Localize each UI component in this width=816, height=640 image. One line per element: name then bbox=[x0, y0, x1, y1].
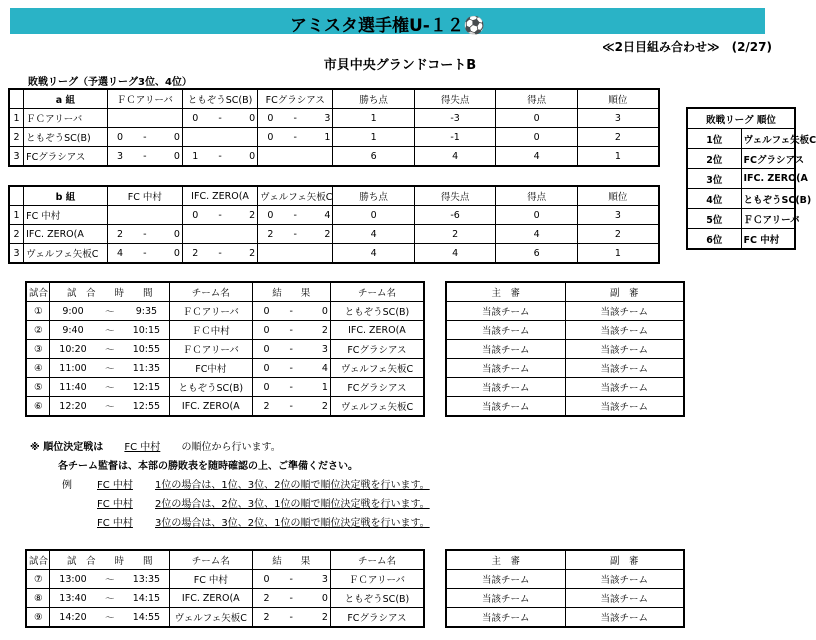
goals-for: 6 bbox=[496, 244, 578, 264]
referee-row bbox=[446, 378, 684, 397]
end-time: 12:15 bbox=[124, 378, 170, 397]
team-column-header: FC 中村 bbox=[107, 186, 182, 206]
schedule-table-1 bbox=[25, 281, 425, 417]
home-team: ＦＣアリーバ bbox=[169, 340, 252, 359]
goals-for: 0 bbox=[496, 128, 578, 147]
ranking-position: 6位 bbox=[687, 229, 741, 250]
home-score: 2 bbox=[252, 608, 280, 628]
start-time: 11:40 bbox=[50, 378, 96, 397]
score-dash bbox=[208, 128, 233, 147]
ranking-team: ＦＣアリーバ bbox=[741, 209, 795, 229]
note-suffix: の順位から行います。 bbox=[181, 442, 281, 453]
league-table-b bbox=[8, 185, 660, 264]
score-away bbox=[308, 244, 333, 264]
example-label: 例 bbox=[62, 480, 72, 491]
score-away: 2 bbox=[233, 244, 258, 264]
time-separator: ～ bbox=[96, 397, 124, 417]
team-name: ともぞうSC(B) bbox=[24, 128, 108, 147]
row-number: 2 bbox=[9, 225, 24, 244]
ranking-team: ともぞうSC(B) bbox=[741, 189, 795, 209]
ranking-team: FCグラシアス bbox=[741, 149, 795, 169]
score-dash: - bbox=[208, 206, 233, 225]
match-number: ④ bbox=[26, 359, 50, 378]
ranking-team: FC 中村 bbox=[741, 229, 795, 250]
start-time: 9:00 bbox=[50, 302, 96, 321]
referee-row bbox=[446, 589, 684, 608]
stat-column-header: 勝ち点 bbox=[333, 89, 415, 109]
score-home: 1 bbox=[182, 147, 207, 167]
home-team-header: チーム名 bbox=[169, 550, 252, 570]
score-dash: - bbox=[280, 302, 302, 321]
schedule-row bbox=[26, 340, 424, 359]
score-dash: - bbox=[280, 397, 302, 417]
away-team: ヴェルフェ矢板C bbox=[330, 359, 424, 378]
score-away: 0 bbox=[233, 109, 258, 128]
ranking-row bbox=[687, 189, 795, 209]
stat-column-header: 得失点 bbox=[414, 89, 496, 109]
away-team: FCグラシアス bbox=[330, 378, 424, 397]
main-referee: 当該チーム bbox=[446, 321, 565, 340]
schedule-row bbox=[26, 589, 424, 608]
goal-difference: -3 bbox=[414, 109, 496, 128]
rank: 2 bbox=[577, 225, 659, 244]
score-away: 0 bbox=[233, 147, 258, 167]
team-column-header: ともぞうSC(B) bbox=[182, 89, 257, 109]
score-dash: - bbox=[132, 147, 157, 167]
note-line-1 bbox=[30, 438, 281, 453]
end-time: 12:55 bbox=[124, 397, 170, 417]
score-home: 2 bbox=[258, 225, 283, 244]
start-time: 9:40 bbox=[50, 321, 96, 340]
assistant-referee-header: 副 審 bbox=[565, 550, 684, 570]
points: 1 bbox=[333, 109, 415, 128]
score-home bbox=[258, 244, 283, 264]
referee-header-row bbox=[446, 282, 684, 302]
page-title: アミスタ選手権U-１２⚽ bbox=[289, 16, 486, 36]
away-team: FCグラシアス bbox=[330, 608, 424, 628]
score-home bbox=[258, 147, 283, 167]
score-dash: - bbox=[283, 128, 308, 147]
score-home: 0 bbox=[258, 128, 283, 147]
match-no-header: 試合 bbox=[26, 282, 50, 302]
score-dash: - bbox=[208, 147, 233, 167]
referee-row bbox=[446, 397, 684, 417]
ranking-position: 3位 bbox=[687, 169, 741, 189]
referee-row bbox=[446, 321, 684, 340]
time-separator: ～ bbox=[96, 321, 124, 340]
time-header: 試 合 時 間 bbox=[50, 282, 170, 302]
score-home: 2 bbox=[182, 244, 207, 264]
start-time: 13:40 bbox=[50, 589, 96, 608]
goals-for: 4 bbox=[496, 225, 578, 244]
score-home: 0 bbox=[258, 206, 283, 225]
row-number: 1 bbox=[9, 206, 24, 225]
goal-difference: -1 bbox=[414, 128, 496, 147]
score-dash: - bbox=[280, 340, 302, 359]
home-team: ＦＣ中村 bbox=[169, 321, 252, 340]
home-team-header: チーム名 bbox=[169, 282, 252, 302]
referee-row bbox=[446, 570, 684, 589]
main-referee: 当該チーム bbox=[446, 378, 565, 397]
result-header: 結 果 bbox=[252, 550, 330, 570]
score-dash: - bbox=[280, 608, 302, 628]
score-away bbox=[308, 147, 333, 167]
ranking-position: 4位 bbox=[687, 189, 741, 209]
corner-cell bbox=[9, 89, 24, 109]
team-name: FCグラシアス bbox=[24, 147, 108, 167]
referee-row bbox=[446, 608, 684, 628]
schedule-row bbox=[26, 321, 424, 340]
score-away: 2 bbox=[308, 225, 333, 244]
score-away bbox=[157, 206, 182, 225]
referee-row bbox=[446, 359, 684, 378]
goal-difference: 4 bbox=[414, 244, 496, 264]
stat-column-header: 順位 bbox=[577, 89, 659, 109]
goals-for: 0 bbox=[496, 206, 578, 225]
end-time: 10:15 bbox=[124, 321, 170, 340]
row-number: 3 bbox=[9, 147, 24, 167]
referee-row bbox=[446, 302, 684, 321]
home-team: FC中村 bbox=[169, 359, 252, 378]
end-time: 14:55 bbox=[124, 608, 170, 628]
away-team: ともぞうSC(B) bbox=[330, 302, 424, 321]
example-team: FC 中村 bbox=[97, 518, 133, 529]
assistant-referee: 当該チーム bbox=[565, 321, 684, 340]
start-time: 13:00 bbox=[50, 570, 96, 589]
score-dash bbox=[132, 206, 157, 225]
assistant-referee: 当該チーム bbox=[565, 340, 684, 359]
home-team: IFC. ZERO(A bbox=[169, 589, 252, 608]
table-row bbox=[9, 147, 659, 167]
schedule-header-row bbox=[26, 282, 424, 302]
match-no-header: 試合 bbox=[26, 550, 50, 570]
score-dash: - bbox=[132, 244, 157, 264]
ranking-row bbox=[687, 169, 795, 189]
home-score: 2 bbox=[252, 397, 280, 417]
score-dash bbox=[132, 109, 157, 128]
referee-table-1 bbox=[445, 281, 685, 417]
round-label: ≪2日目組み合わせ≫ (2/27) bbox=[602, 40, 772, 54]
ranking-header: 敗戦リーグ 順位 bbox=[687, 108, 795, 129]
ranking-header-row bbox=[687, 108, 795, 129]
group-label: a 組 bbox=[24, 89, 108, 109]
rank: 1 bbox=[577, 244, 659, 264]
time-separator: ～ bbox=[96, 608, 124, 628]
schedule-row bbox=[26, 608, 424, 628]
away-team: ヴェルフェ矢板C bbox=[330, 397, 424, 417]
example-text: 1位の場合は、1位、3位、2位の順で順位決定戦を行います。 bbox=[155, 480, 430, 491]
away-score: 0 bbox=[302, 302, 330, 321]
example-text: 2位の場合は、2位、3位、1位の順で順位決定戦を行います。 bbox=[155, 499, 430, 510]
score-away bbox=[157, 109, 182, 128]
goal-difference: 2 bbox=[414, 225, 496, 244]
main-referee: 当該チーム bbox=[446, 570, 565, 589]
team-column-header: IFC. ZERO(A bbox=[182, 186, 257, 206]
table-header-row bbox=[9, 89, 659, 109]
points: 0 bbox=[333, 206, 415, 225]
score-home: 0 bbox=[182, 206, 207, 225]
score-away: 0 bbox=[157, 244, 182, 264]
score-home bbox=[107, 109, 132, 128]
score-home: 0 bbox=[107, 128, 132, 147]
end-time: 11:35 bbox=[124, 359, 170, 378]
team-name: IFC. ZERO(A bbox=[24, 225, 108, 244]
title-bar bbox=[10, 8, 765, 34]
time-separator: ～ bbox=[96, 340, 124, 359]
away-score: 0 bbox=[302, 589, 330, 608]
start-time: 12:20 bbox=[50, 397, 96, 417]
score-dash: - bbox=[283, 225, 308, 244]
match-number: ① bbox=[26, 302, 50, 321]
end-time: 9:35 bbox=[124, 302, 170, 321]
home-team: ヴェルフェ矢板C bbox=[169, 608, 252, 628]
team-name: FC 中村 bbox=[24, 206, 108, 225]
points: 6 bbox=[333, 147, 415, 167]
away-team-header: チーム名 bbox=[330, 550, 424, 570]
points: 1 bbox=[333, 128, 415, 147]
time-separator: ～ bbox=[96, 589, 124, 608]
note-prefix: ※ 順位決定戦は bbox=[30, 442, 104, 453]
away-team: FCグラシアス bbox=[330, 340, 424, 359]
stat-column-header: 得失点 bbox=[414, 186, 496, 206]
match-number: ⑧ bbox=[26, 589, 50, 608]
example-team: FC 中村 bbox=[97, 499, 133, 510]
schedule-row bbox=[26, 397, 424, 417]
ranking-team: IFC. ZERO(A bbox=[741, 169, 795, 189]
ranking-row bbox=[687, 209, 795, 229]
main-referee-header: 主 審 bbox=[446, 282, 565, 302]
referee-table-2 bbox=[445, 549, 685, 628]
team-column-header: FCグラシアス bbox=[258, 89, 333, 109]
team-name: ＦＣアリーバ bbox=[24, 109, 108, 128]
match-number: ⑥ bbox=[26, 397, 50, 417]
score-dash: - bbox=[283, 206, 308, 225]
stat-column-header: 得点 bbox=[496, 89, 578, 109]
assistant-referee: 当該チーム bbox=[565, 302, 684, 321]
time-separator: ～ bbox=[96, 570, 124, 589]
time-header: 試 合 時 間 bbox=[50, 550, 170, 570]
schedule-row bbox=[26, 378, 424, 397]
main-referee: 当該チーム bbox=[446, 302, 565, 321]
home-team: ＦＣアリーバ bbox=[169, 302, 252, 321]
ranking-position: 5位 bbox=[687, 209, 741, 229]
schedule-table-2 bbox=[25, 549, 425, 628]
assistant-referee: 当該チーム bbox=[565, 570, 684, 589]
schedule-row bbox=[26, 359, 424, 378]
team-column-header: ＦＣアリーバ bbox=[107, 89, 182, 109]
score-home: 3 bbox=[107, 147, 132, 167]
ranking-row bbox=[687, 129, 795, 149]
goal-difference: 4 bbox=[414, 147, 496, 167]
ranking-row bbox=[687, 149, 795, 169]
away-score: 4 bbox=[302, 359, 330, 378]
score-dash: - bbox=[132, 225, 157, 244]
away-score: 2 bbox=[302, 321, 330, 340]
away-score: 2 bbox=[302, 397, 330, 417]
score-home bbox=[107, 206, 132, 225]
match-number: ③ bbox=[26, 340, 50, 359]
row-number: 3 bbox=[9, 244, 24, 264]
assistant-referee: 当該チーム bbox=[565, 397, 684, 417]
score-away: 3 bbox=[308, 109, 333, 128]
home-team: IFC. ZERO(A bbox=[169, 397, 252, 417]
score-dash bbox=[283, 147, 308, 167]
venue-title: 市貝中央グランドコートB bbox=[323, 58, 477, 73]
score-home: 0 bbox=[258, 109, 283, 128]
time-separator: ～ bbox=[96, 378, 124, 397]
schedule-row bbox=[26, 570, 424, 589]
home-score: 0 bbox=[252, 570, 280, 589]
away-score: 1 bbox=[302, 378, 330, 397]
start-time: 10:20 bbox=[50, 340, 96, 359]
corner-cell bbox=[9, 186, 24, 206]
score-home: 0 bbox=[182, 109, 207, 128]
assistant-referee-header: 副 審 bbox=[565, 282, 684, 302]
score-away: 0 bbox=[157, 225, 182, 244]
table-row bbox=[9, 206, 659, 225]
points: 4 bbox=[333, 244, 415, 264]
table-row bbox=[9, 225, 659, 244]
home-team: FC 中村 bbox=[169, 570, 252, 589]
assistant-referee: 当該チーム bbox=[565, 608, 684, 628]
note-team: FC 中村 bbox=[124, 442, 161, 453]
end-time: 10:55 bbox=[124, 340, 170, 359]
main-referee: 当該チーム bbox=[446, 340, 565, 359]
group-label: b 組 bbox=[24, 186, 108, 206]
start-time: 14:20 bbox=[50, 608, 96, 628]
team-name: ヴェルフェ矢板C bbox=[24, 244, 108, 264]
score-dash: - bbox=[280, 589, 302, 608]
points: 4 bbox=[333, 225, 415, 244]
score-dash: - bbox=[280, 570, 302, 589]
home-score: 0 bbox=[252, 302, 280, 321]
away-team: IFC. ZERO(A bbox=[330, 321, 424, 340]
score-home: 2 bbox=[107, 225, 132, 244]
example-text: 3位の場合は、3位、2位、1位の順で順位決定戦を行います。 bbox=[155, 518, 430, 529]
assistant-referee: 当該チーム bbox=[565, 378, 684, 397]
assistant-referee: 当該チーム bbox=[565, 589, 684, 608]
home-score: 0 bbox=[252, 340, 280, 359]
home-score: 0 bbox=[252, 359, 280, 378]
score-dash: - bbox=[280, 321, 302, 340]
time-separator: ～ bbox=[96, 302, 124, 321]
table-row bbox=[9, 244, 659, 264]
home-score: 0 bbox=[252, 378, 280, 397]
score-home bbox=[182, 225, 207, 244]
row-number: 2 bbox=[9, 128, 24, 147]
main-referee-header: 主 審 bbox=[446, 550, 565, 570]
table-row bbox=[9, 128, 659, 147]
note-line-2: 各チーム監督は、本部の勝敗表を随時確認の上、ご準備ください。 bbox=[58, 461, 358, 472]
goal-difference: -6 bbox=[414, 206, 496, 225]
stat-column-header: 勝ち点 bbox=[333, 186, 415, 206]
rank: 2 bbox=[577, 128, 659, 147]
score-away: 0 bbox=[157, 147, 182, 167]
result-header: 結 果 bbox=[252, 282, 330, 302]
home-score: 2 bbox=[252, 589, 280, 608]
score-away bbox=[233, 225, 258, 244]
rank: 3 bbox=[577, 109, 659, 128]
example-team: FC 中村 bbox=[97, 480, 133, 491]
home-team: ともぞうSC(B) bbox=[169, 378, 252, 397]
match-number: ⑤ bbox=[26, 378, 50, 397]
ranking-position: 1位 bbox=[687, 129, 741, 149]
table-row bbox=[9, 109, 659, 128]
score-away bbox=[233, 128, 258, 147]
score-dash: - bbox=[208, 244, 233, 264]
ranking-row bbox=[687, 229, 795, 250]
main-referee: 当該チーム bbox=[446, 397, 565, 417]
match-number: ② bbox=[26, 321, 50, 340]
ranking-team: ヴェルフェ矢板C bbox=[741, 129, 795, 149]
main-referee: 当該チーム bbox=[446, 589, 565, 608]
home-score: 0 bbox=[252, 321, 280, 340]
score-dash: - bbox=[280, 378, 302, 397]
score-dash: - bbox=[208, 109, 233, 128]
away-score: 3 bbox=[302, 570, 330, 589]
table-header-row bbox=[9, 186, 659, 206]
row-number: 1 bbox=[9, 109, 24, 128]
score-dash bbox=[208, 225, 233, 244]
away-team: ＦＣアリーバ bbox=[330, 570, 424, 589]
league-table-a bbox=[8, 88, 660, 167]
referee-header-row bbox=[446, 550, 684, 570]
score-home bbox=[182, 128, 207, 147]
score-away: 0 bbox=[157, 128, 182, 147]
away-team-header: チーム名 bbox=[330, 282, 424, 302]
away-score: 2 bbox=[302, 608, 330, 628]
match-number: ⑨ bbox=[26, 608, 50, 628]
end-time: 14:15 bbox=[124, 589, 170, 608]
score-home: 4 bbox=[107, 244, 132, 264]
stat-column-header: 得点 bbox=[496, 186, 578, 206]
score-dash bbox=[283, 244, 308, 264]
assistant-referee: 当該チーム bbox=[565, 359, 684, 378]
start-time: 11:00 bbox=[50, 359, 96, 378]
score-away: 1 bbox=[308, 128, 333, 147]
away-team: ともぞうSC(B) bbox=[330, 589, 424, 608]
team-column-header: ヴェルフェ矢板C bbox=[258, 186, 333, 206]
ranking-position: 2位 bbox=[687, 149, 741, 169]
goals-for: 0 bbox=[496, 109, 578, 128]
goals-for: 4 bbox=[496, 147, 578, 167]
main-referee: 当該チーム bbox=[446, 359, 565, 378]
schedule-row bbox=[26, 302, 424, 321]
score-away: 4 bbox=[308, 206, 333, 225]
score-dash: - bbox=[132, 128, 157, 147]
ranking-table bbox=[686, 107, 816, 250]
rank: 3 bbox=[577, 206, 659, 225]
time-separator: ～ bbox=[96, 359, 124, 378]
main-referee: 当該チーム bbox=[446, 608, 565, 628]
score-away: 2 bbox=[233, 206, 258, 225]
score-dash: - bbox=[280, 359, 302, 378]
score-dash: - bbox=[283, 109, 308, 128]
referee-row bbox=[446, 340, 684, 359]
rank: 1 bbox=[577, 147, 659, 167]
league-label: 敗戦リーグ（予選リーグ3位、4位） bbox=[28, 77, 192, 88]
match-number: ⑦ bbox=[26, 570, 50, 589]
stat-column-header: 順位 bbox=[577, 186, 659, 206]
end-time: 13:35 bbox=[124, 570, 170, 589]
schedule-header-row bbox=[26, 550, 424, 570]
away-score: 3 bbox=[302, 340, 330, 359]
